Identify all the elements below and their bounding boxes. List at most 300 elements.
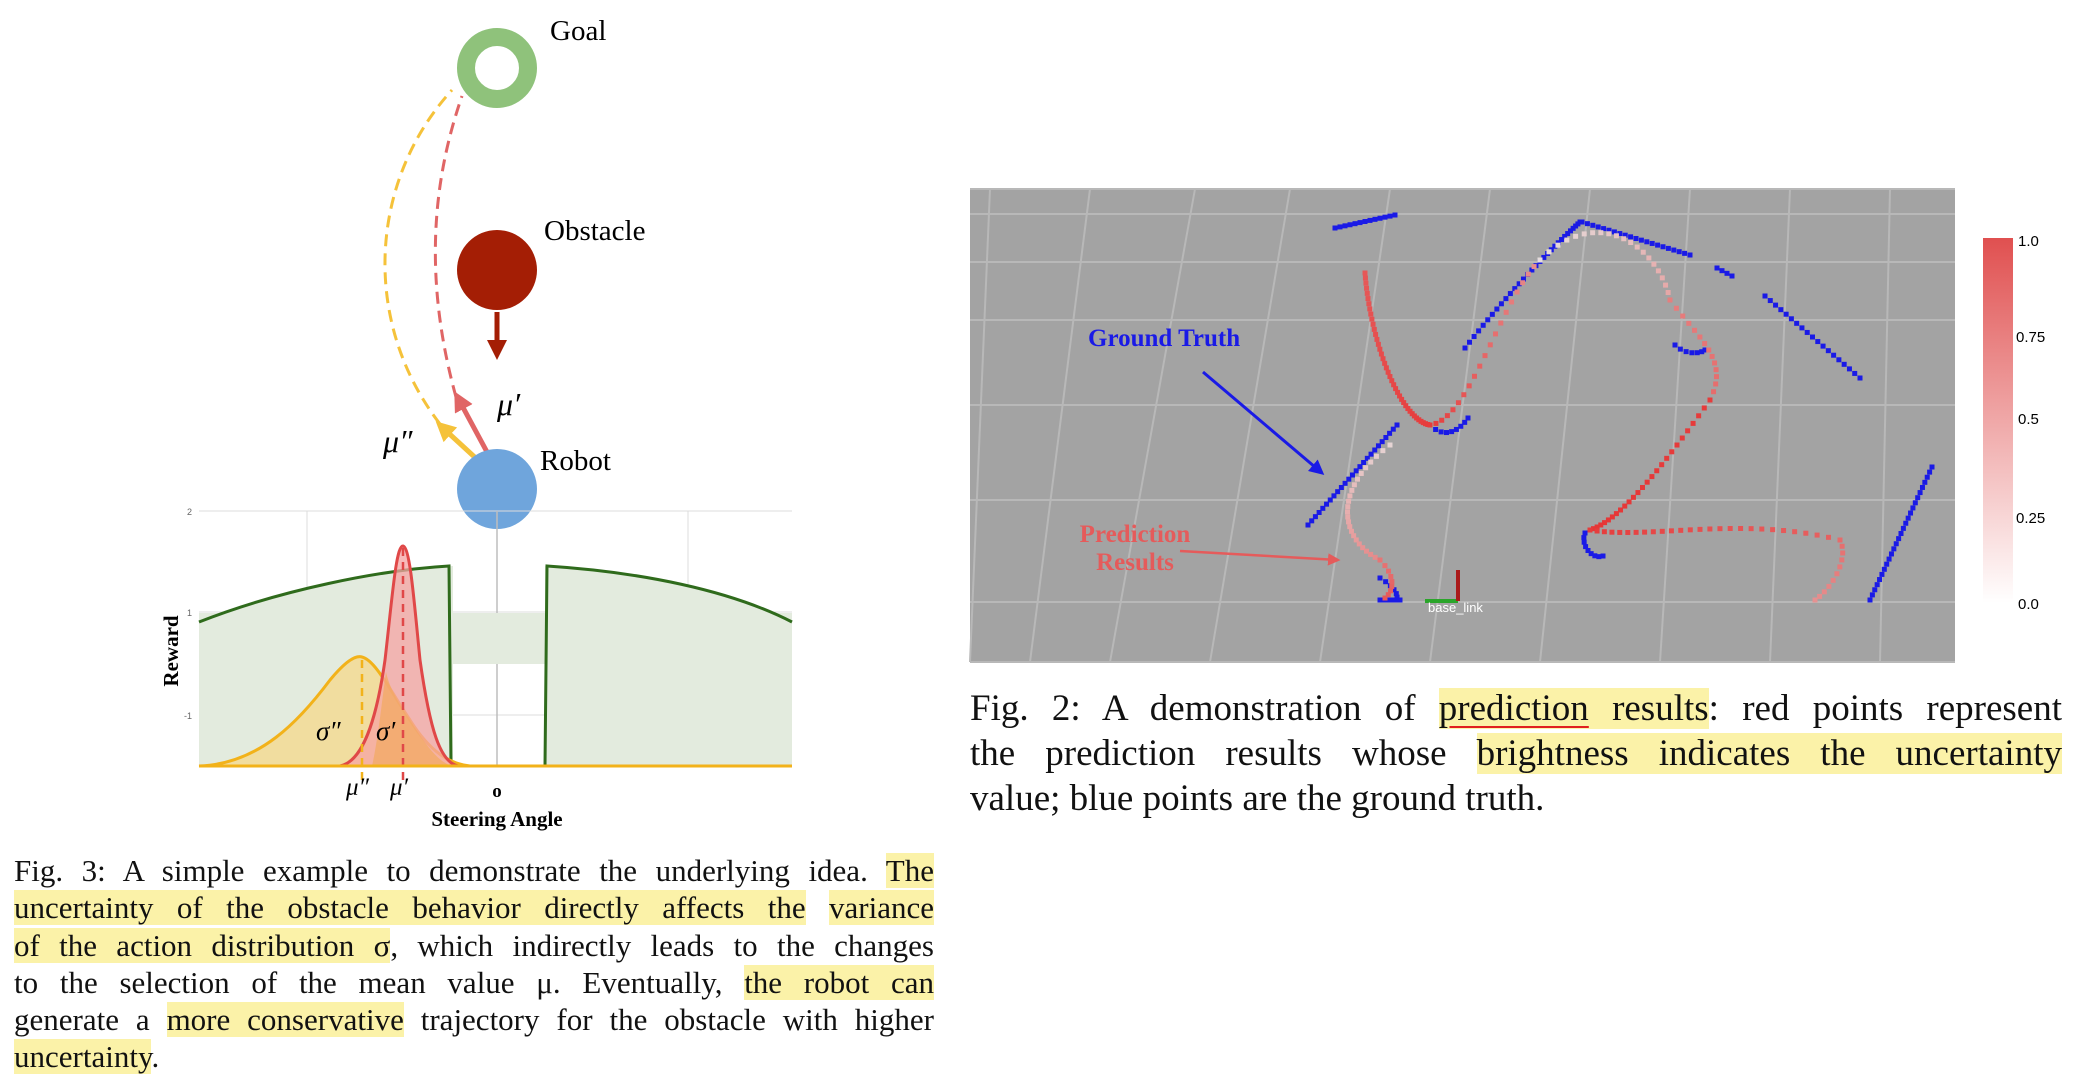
caption-text: Fig. 3: A simple example to demonstrate the underlying idea. bbox=[14, 853, 886, 888]
ground-truth-point bbox=[1363, 219, 1368, 224]
prediction-point bbox=[1371, 322, 1376, 327]
ground-truth-point bbox=[1678, 347, 1683, 352]
prediction-point bbox=[1839, 557, 1844, 562]
ground-truth-point bbox=[1930, 465, 1935, 470]
prediction-point bbox=[1642, 530, 1647, 535]
prediction-point bbox=[1840, 550, 1845, 555]
ground-truth-point bbox=[1877, 577, 1882, 582]
ground-truth-point bbox=[1810, 335, 1815, 340]
caption-text bbox=[806, 890, 829, 925]
prediction-point bbox=[1380, 448, 1385, 453]
colorbar-tick: 0.75 bbox=[2016, 329, 2046, 346]
ground-truth-point bbox=[1348, 222, 1353, 227]
prediction-point bbox=[1714, 367, 1719, 372]
prediction-point bbox=[1363, 271, 1368, 276]
prediction-point bbox=[1477, 364, 1482, 369]
ground-truth-point bbox=[1784, 312, 1789, 317]
prediction-point bbox=[1364, 286, 1369, 291]
ground-truth-point bbox=[1715, 266, 1720, 271]
prediction-point bbox=[1792, 529, 1797, 534]
ground-truth-point bbox=[1894, 541, 1899, 546]
ground-truth-point bbox=[1358, 220, 1363, 225]
ground-truth-point bbox=[1889, 551, 1894, 556]
ground-truth-point bbox=[1913, 500, 1918, 505]
prediction-point bbox=[1377, 347, 1382, 352]
prediction-point bbox=[1770, 527, 1775, 532]
prediction-point bbox=[1834, 571, 1839, 576]
colorbar-tick: 0.0 bbox=[2018, 596, 2039, 613]
prediction-point bbox=[1614, 233, 1619, 238]
prediction-point bbox=[1346, 519, 1351, 524]
prediction-point bbox=[1634, 530, 1639, 535]
prediction-point bbox=[1697, 335, 1702, 340]
prediction-point bbox=[1627, 499, 1632, 504]
prediction-point bbox=[1439, 418, 1444, 423]
prediction-point bbox=[1461, 392, 1466, 397]
prediction-point bbox=[1674, 443, 1679, 448]
ground-truth-point bbox=[1655, 243, 1660, 248]
ground-truth-point bbox=[1378, 576, 1383, 581]
prediction-point bbox=[1826, 535, 1831, 540]
prediction-point bbox=[1717, 526, 1722, 531]
prediction-point bbox=[1609, 530, 1614, 535]
ground-truth-point bbox=[1884, 562, 1889, 567]
highlighted-text: results bbox=[1588, 688, 1709, 729]
ground-truth-point bbox=[1805, 330, 1810, 335]
prediction-point bbox=[1706, 348, 1711, 353]
ground-truth-point bbox=[1467, 340, 1472, 345]
ground-truth-point bbox=[1920, 485, 1925, 490]
ground-truth-point bbox=[1677, 249, 1682, 254]
prediction-point bbox=[1388, 574, 1393, 579]
prediction-point bbox=[1456, 400, 1461, 405]
prediction-point bbox=[1815, 533, 1820, 538]
prediction-point bbox=[1837, 564, 1842, 569]
prediction-point bbox=[1384, 365, 1389, 370]
prediction-point bbox=[1649, 474, 1654, 479]
prediction-point bbox=[1532, 264, 1537, 269]
ground-truth-point bbox=[1868, 598, 1873, 603]
prediction-point bbox=[1822, 589, 1827, 594]
prediction-point bbox=[1680, 436, 1685, 441]
ground-truth-point bbox=[1872, 587, 1877, 592]
prediction-point bbox=[1803, 531, 1808, 536]
prediction-point bbox=[1493, 331, 1498, 336]
prediction-point bbox=[1688, 527, 1693, 532]
caption-text: to the selection of the mean value μ. Eventually, bbox=[14, 964, 745, 1000]
ground-truth-point bbox=[1673, 343, 1678, 348]
ground-truth-point bbox=[1915, 495, 1920, 500]
prediction-point bbox=[1383, 596, 1388, 601]
ground-truth-point bbox=[1789, 316, 1794, 321]
ground-truth-point bbox=[1378, 598, 1383, 603]
prediction-point bbox=[1663, 283, 1668, 288]
prediction-point bbox=[1450, 407, 1455, 412]
ground-truth-point bbox=[1684, 349, 1689, 354]
ground-truth-point bbox=[1852, 371, 1857, 376]
y-tick-label: -1 bbox=[183, 711, 192, 721]
ground-truth-point bbox=[1508, 291, 1513, 296]
ground-truth-annotation: Ground Truth bbox=[1088, 325, 1241, 352]
prediction-point bbox=[1347, 524, 1352, 529]
prediction-point bbox=[1708, 398, 1713, 403]
highlighted-text: prediction bbox=[1438, 688, 1589, 729]
y-axis-label: Reward bbox=[159, 615, 183, 687]
prediction-point bbox=[1669, 528, 1674, 533]
prediction-point bbox=[1382, 563, 1387, 568]
ground-truth-point bbox=[1773, 303, 1778, 308]
ground-truth-point bbox=[1383, 579, 1388, 584]
x-axis-label: Steering Angle bbox=[431, 807, 563, 831]
prediction-point bbox=[1678, 528, 1683, 533]
fig2-caption bbox=[970, 686, 2062, 821]
y-tick-label: 2 bbox=[186, 507, 192, 517]
prediction-point bbox=[1698, 527, 1703, 532]
prediction-point bbox=[1628, 240, 1633, 245]
x-tick-label: o bbox=[492, 781, 502, 802]
prediction-point bbox=[1646, 255, 1651, 260]
prediction-point bbox=[1345, 504, 1350, 509]
prediction-point bbox=[1363, 465, 1368, 470]
prediction-point bbox=[1664, 456, 1669, 461]
prediction-point bbox=[1654, 468, 1659, 473]
ground-truth-point bbox=[1439, 429, 1444, 434]
ground-truth-point bbox=[1393, 598, 1398, 603]
ground-truth-point bbox=[1882, 567, 1887, 572]
ground-truth-point bbox=[1725, 271, 1730, 276]
ground-truth-point bbox=[1730, 274, 1735, 279]
colorbar-tick: 1.0 bbox=[2018, 233, 2039, 250]
ground-truth-point bbox=[1466, 416, 1471, 421]
prediction-point bbox=[1428, 423, 1433, 428]
prediction-point bbox=[1668, 298, 1673, 303]
ground-truth-point bbox=[1815, 339, 1820, 344]
prediction-point bbox=[1346, 499, 1351, 504]
ground-truth-point bbox=[1338, 224, 1343, 229]
prediction-point bbox=[1686, 321, 1691, 326]
prediction-point bbox=[1813, 598, 1818, 603]
highlighted-text: of the action distribution σ bbox=[14, 927, 391, 963]
ground-truth-point bbox=[1333, 226, 1338, 231]
highlighted-text: more conservative bbox=[166, 1002, 404, 1038]
ground-truth-point bbox=[1908, 511, 1913, 516]
ground-truth-point bbox=[1639, 238, 1644, 243]
caption-text: value; blue points are the ground truth. bbox=[970, 778, 1545, 819]
prediction-point bbox=[1631, 495, 1636, 500]
prediction-annotation-line2: Results bbox=[1096, 549, 1174, 576]
prediction-point bbox=[1685, 428, 1690, 433]
prediction-point bbox=[1617, 530, 1622, 535]
prediction-point bbox=[1707, 526, 1712, 531]
prediction-point bbox=[1602, 529, 1607, 534]
ground-truth-point bbox=[1879, 572, 1884, 577]
prediction-point bbox=[1546, 249, 1551, 254]
ground-truth-point bbox=[1481, 323, 1486, 328]
caption-line bbox=[14, 889, 934, 926]
ground-truth-point bbox=[1485, 317, 1490, 322]
caption-text: trajectory for the obstacle with higher bbox=[403, 1002, 934, 1038]
prediction-point bbox=[1838, 538, 1843, 543]
ground-truth-point bbox=[1887, 557, 1892, 562]
prediction-point bbox=[1691, 421, 1696, 426]
prediction-point bbox=[1625, 530, 1630, 535]
prediction-point bbox=[1651, 262, 1656, 267]
prediction-point bbox=[1645, 480, 1650, 485]
x-tick-label: μ″ bbox=[346, 774, 369, 801]
prediction-point bbox=[1831, 578, 1836, 583]
prediction-point bbox=[1595, 529, 1600, 534]
caption-text: : red points represent bbox=[1708, 688, 2062, 729]
prediction-point bbox=[1635, 490, 1640, 495]
ground-truth-point bbox=[1494, 307, 1499, 312]
ground-truth-point bbox=[1644, 239, 1649, 244]
caption-line bbox=[970, 731, 2062, 776]
prediction-point bbox=[1386, 370, 1391, 375]
ground-truth-point bbox=[1490, 312, 1495, 317]
prediction-point bbox=[1379, 352, 1384, 357]
prediction-point bbox=[1680, 314, 1685, 319]
caption-line bbox=[14, 852, 934, 889]
prediction-point bbox=[1669, 449, 1674, 454]
prediction-point bbox=[1363, 276, 1368, 281]
prediction-point bbox=[1674, 306, 1679, 311]
prediction-point bbox=[1504, 310, 1509, 315]
ground-truth-point bbox=[1628, 234, 1633, 239]
prediction-point bbox=[1817, 594, 1822, 599]
caption-text: generate a bbox=[14, 1002, 167, 1038]
ground-truth-point bbox=[1378, 216, 1383, 221]
prediction-point bbox=[1651, 529, 1656, 534]
prediction-point bbox=[1445, 413, 1450, 418]
ground-truth-point bbox=[1476, 328, 1481, 333]
base-link-label: base_link bbox=[1428, 600, 1483, 615]
prediction-point bbox=[1826, 584, 1831, 589]
ground-truth-point bbox=[1590, 223, 1595, 228]
prediction-point bbox=[1641, 250, 1646, 255]
ground-truth-point bbox=[1383, 215, 1388, 220]
ground-truth-point bbox=[1836, 357, 1841, 362]
ground-truth-point bbox=[1910, 505, 1915, 510]
prediction-point bbox=[1498, 321, 1503, 326]
prediction-point bbox=[1590, 230, 1595, 235]
mu-double-prime-label: μ″ bbox=[383, 423, 413, 459]
ground-truth-point bbox=[1720, 268, 1725, 273]
prediction-point bbox=[1389, 579, 1394, 584]
prediction-point bbox=[1373, 332, 1378, 337]
ground-truth-point bbox=[1763, 294, 1768, 299]
caption-line bbox=[14, 1001, 934, 1038]
prediction-point bbox=[1696, 413, 1701, 418]
prediction-point bbox=[1467, 383, 1472, 388]
prediction-point bbox=[1347, 493, 1352, 498]
ground-truth-point bbox=[1858, 376, 1863, 381]
prediction-point bbox=[1711, 389, 1716, 394]
ground-truth-point bbox=[1695, 350, 1700, 355]
prediction-point bbox=[1714, 374, 1719, 379]
ground-truth-point bbox=[1499, 301, 1504, 306]
prediction-point bbox=[1573, 234, 1578, 239]
prediction-point bbox=[1692, 328, 1697, 333]
prediction-point bbox=[1365, 296, 1370, 301]
ground-truth-point bbox=[1870, 592, 1875, 597]
prediction-point bbox=[1666, 290, 1671, 295]
ground-truth-point bbox=[1875, 582, 1880, 587]
ground-truth-point bbox=[1666, 246, 1671, 251]
ground-truth-point bbox=[1582, 540, 1587, 545]
colorbar-tick: 0.25 bbox=[2016, 510, 2046, 527]
caption-text: the prediction results whose bbox=[970, 733, 1477, 774]
prediction-point bbox=[1598, 230, 1603, 235]
prediction-point bbox=[1840, 544, 1845, 549]
ground-truth-point bbox=[1899, 531, 1904, 536]
obstacle-label: Obstacle bbox=[544, 215, 646, 247]
ground-truth-point bbox=[1388, 598, 1393, 603]
prediction-point bbox=[1355, 477, 1360, 482]
caption-text: , which indirectly leads to the changes bbox=[390, 927, 934, 963]
prediction-point bbox=[1555, 243, 1560, 248]
ground-truth-point bbox=[1906, 516, 1911, 521]
ground-truth-point bbox=[1388, 214, 1393, 219]
ground-truth-point bbox=[1794, 321, 1799, 326]
prediction-point bbox=[1606, 231, 1611, 236]
ground-truth-point bbox=[1903, 521, 1908, 526]
prediction-point bbox=[1728, 526, 1733, 531]
prediction-point bbox=[1345, 514, 1350, 519]
prediction-point bbox=[1472, 374, 1477, 379]
ground-truth-point bbox=[1922, 480, 1927, 485]
ground-truth-point bbox=[1580, 220, 1585, 225]
ground-truth-point bbox=[1444, 430, 1449, 435]
ground-truth-point bbox=[1433, 427, 1438, 432]
prediction-point bbox=[1352, 482, 1357, 487]
caption-line bbox=[970, 776, 2062, 821]
ground-truth-point bbox=[1896, 536, 1901, 541]
highlighted-text: The bbox=[885, 853, 934, 888]
ground-truth-point bbox=[1393, 213, 1398, 218]
prediction-point bbox=[1538, 258, 1543, 263]
prediction-point bbox=[1526, 272, 1531, 277]
prediction-point bbox=[1367, 306, 1372, 311]
caption-line bbox=[14, 927, 934, 964]
prediction-point bbox=[1702, 405, 1707, 410]
prediction-point bbox=[1378, 558, 1383, 563]
mu-prime-label: μ′ bbox=[497, 386, 521, 422]
highlighted-text: variance bbox=[829, 890, 935, 926]
prediction-point bbox=[1349, 488, 1354, 493]
ground-truth-point bbox=[1596, 224, 1601, 229]
prediction-point bbox=[1382, 361, 1387, 366]
ground-truth-point bbox=[1462, 420, 1467, 425]
ground-truth-point bbox=[1778, 307, 1783, 312]
goal-label: Goal bbox=[550, 15, 607, 47]
prediction-point bbox=[1582, 231, 1587, 236]
prediction-point bbox=[1389, 584, 1394, 589]
prediction-point bbox=[1713, 381, 1718, 386]
ground-truth-point bbox=[1688, 253, 1693, 258]
prediction-point bbox=[1520, 280, 1525, 285]
ground-truth-point bbox=[1343, 223, 1348, 228]
ground-truth-point bbox=[1689, 350, 1694, 355]
prediction-point bbox=[1635, 245, 1640, 250]
highlighted-text: uncertainty of the obstacle behavior directly affects the bbox=[14, 890, 806, 926]
sigma-double-prime-label: σ″ bbox=[316, 716, 341, 746]
ground-truth-point bbox=[1826, 348, 1831, 353]
prediction-point bbox=[1712, 360, 1717, 365]
prediction-point bbox=[1621, 236, 1626, 241]
x-tick-label: μ′ bbox=[390, 774, 409, 801]
prediction-point bbox=[1366, 301, 1371, 306]
prediction-point bbox=[1373, 555, 1378, 560]
fig3-caption bbox=[14, 852, 934, 1076]
prediction-point bbox=[1515, 290, 1520, 295]
prediction-point bbox=[1660, 275, 1665, 280]
robot-label: Robot bbox=[540, 445, 611, 477]
ground-truth-point bbox=[1368, 218, 1373, 223]
prediction-point bbox=[1349, 529, 1354, 534]
ground-truth-point bbox=[1918, 490, 1923, 495]
prediction-point bbox=[1564, 238, 1569, 243]
prediction-point bbox=[1749, 526, 1754, 531]
prediction-point bbox=[1640, 485, 1645, 490]
ground-truth-point bbox=[1891, 546, 1896, 551]
highlighted-text: the robot can bbox=[744, 964, 934, 1000]
prediction-point bbox=[1372, 327, 1377, 332]
prediction-point bbox=[1656, 268, 1661, 273]
ground-truth-point bbox=[1581, 535, 1586, 540]
caption-text: Fig. 2: A demonstration of bbox=[970, 688, 1439, 729]
caption-line bbox=[14, 1038, 934, 1075]
prediction-point bbox=[1363, 281, 1368, 286]
prediction-point bbox=[1365, 291, 1370, 296]
caption-line bbox=[14, 964, 934, 1001]
prediction-point bbox=[1369, 317, 1374, 322]
ground-truth-point bbox=[1454, 427, 1459, 432]
ground-truth-point bbox=[1925, 475, 1930, 480]
prediction-point bbox=[1359, 471, 1364, 476]
colorbar-tick: 0.5 bbox=[2018, 411, 2039, 428]
ground-truth-point bbox=[1831, 353, 1836, 358]
prediction-point bbox=[1386, 569, 1391, 574]
ground-truth-point bbox=[1395, 423, 1400, 428]
prediction-point bbox=[1509, 299, 1514, 304]
prediction-point bbox=[1660, 529, 1665, 534]
ground-truth-point bbox=[1682, 251, 1687, 256]
prediction-point bbox=[1702, 341, 1707, 346]
highlighted-text: uncertainty bbox=[14, 1039, 152, 1075]
prediction-annotation-line1: Prediction bbox=[1079, 521, 1191, 548]
ground-truth-point bbox=[1503, 296, 1508, 301]
prediction-point bbox=[1381, 356, 1386, 361]
ground-truth-point bbox=[1601, 554, 1606, 559]
prediction-point bbox=[1374, 337, 1379, 342]
prediction-point bbox=[1368, 552, 1373, 557]
uncertainty-colorbar bbox=[1983, 238, 2013, 603]
ground-truth-point bbox=[1449, 429, 1454, 434]
ground-truth-point bbox=[1583, 531, 1588, 536]
prediction-point bbox=[1388, 443, 1393, 448]
prediction-point bbox=[1368, 312, 1373, 317]
ground-truth-point bbox=[1585, 221, 1590, 226]
ground-truth-point bbox=[1650, 241, 1655, 246]
y-tick-label: 1 bbox=[186, 608, 192, 618]
prediction-point bbox=[1781, 528, 1786, 533]
ground-truth-point bbox=[1661, 244, 1666, 249]
prediction-point bbox=[1588, 528, 1593, 533]
ground-truth-point bbox=[1927, 470, 1932, 475]
ground-truth-point bbox=[1847, 366, 1852, 371]
ground-truth-point bbox=[1799, 325, 1804, 330]
prediction-point bbox=[1376, 342, 1381, 347]
